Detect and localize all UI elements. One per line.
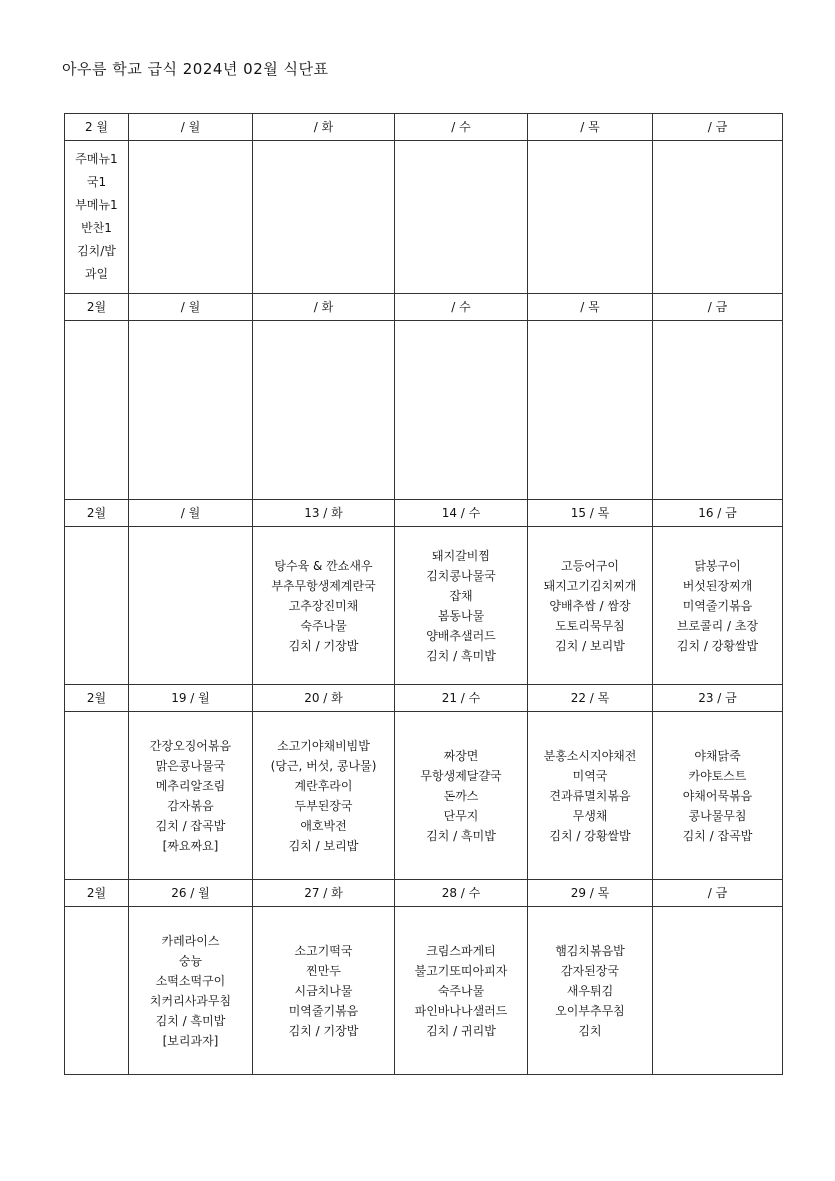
- menu-item: 김치 / 귀리밥: [426, 1023, 496, 1038]
- menu-cell: [253, 712, 395, 880]
- menu-cell: [253, 527, 395, 685]
- week-header-row: [65, 880, 783, 907]
- menu-cell: [528, 527, 653, 685]
- week-header-row: [65, 500, 783, 527]
- menu-item: 부메뉴1: [75, 198, 118, 212]
- day-header: 20 / 화: [253, 685, 395, 712]
- menu-item: 김치콩나물국: [426, 568, 496, 583]
- menu-item: 미역줄기볶음: [288, 1003, 359, 1018]
- menu-cell: [653, 527, 783, 685]
- menu-cell: [129, 321, 253, 500]
- month-label: 2월: [65, 500, 129, 527]
- day-header: 15 / 목: [528, 500, 653, 527]
- menu-item: 단무지: [443, 808, 479, 823]
- menu-item: 김치 / 흑미밥: [426, 828, 496, 843]
- day-header: 16 / 금: [653, 500, 783, 527]
- menu-item: 오이부추무침: [555, 1003, 625, 1018]
- week-menu-row: [65, 527, 783, 685]
- menu-cell: [129, 527, 253, 685]
- week-header-row: [65, 685, 783, 712]
- menu-cell: [129, 907, 253, 1075]
- menu-item: 과일: [84, 267, 109, 281]
- menu-item: 버섯된장찌개: [682, 578, 753, 593]
- week-menu-row: [65, 141, 783, 294]
- row-legend-cell: [65, 907, 129, 1075]
- menu-cell: [253, 141, 395, 294]
- menu-item: 간장오징어볶음: [149, 738, 232, 753]
- menu-item: 김치 / 기장밥: [288, 1023, 359, 1038]
- menu-cell: [653, 907, 783, 1075]
- menu-item: 김치 / 강황쌀밥: [549, 828, 631, 843]
- menu-cell: [528, 141, 653, 294]
- menu-item: 탕수육 & 깐쇼새우: [274, 558, 373, 573]
- menu-item: 양배추쌈 / 쌈장: [549, 598, 631, 613]
- menu-cell: [395, 907, 528, 1075]
- menu-item: 카레라이스: [161, 933, 220, 948]
- menu-cell: [253, 321, 395, 500]
- menu-item: 두부된장국: [294, 798, 353, 813]
- day-header: 23 / 금: [653, 685, 783, 712]
- month-label: 2 월: [65, 114, 129, 141]
- week-menu-row: [65, 712, 783, 880]
- day-header: 27 / 화: [253, 880, 395, 907]
- day-header: 14 / 수: [395, 500, 528, 527]
- menu-cell: [653, 712, 783, 880]
- month-label: 2월: [65, 685, 129, 712]
- menu-item: 소고기떡국: [294, 943, 353, 958]
- day-header: / 금: [653, 294, 783, 321]
- menu-cell: [653, 141, 783, 294]
- day-header: / 화: [253, 114, 395, 141]
- menu-item: 계란후라이: [294, 778, 353, 793]
- menu-item: 무생채: [572, 808, 608, 823]
- day-header: 21 / 수: [395, 685, 528, 712]
- menu-item: 숙주나물: [300, 618, 347, 633]
- menu-item: 돈까스: [443, 788, 479, 803]
- week-header-row: [65, 114, 783, 141]
- menu-item: 새우튀김: [566, 983, 614, 998]
- menu-item: 고등어구이: [561, 558, 619, 573]
- menu-item: 애호박전: [300, 818, 347, 833]
- menu-cell: [528, 321, 653, 500]
- menu-item: 김치/밥: [77, 244, 116, 258]
- menu-cell: [253, 907, 395, 1075]
- menu-item: 미역국: [572, 768, 608, 783]
- week-menu-row: [65, 907, 783, 1075]
- menu-item: 불고기또띠아피자: [414, 963, 508, 978]
- menu-item: 파인바나나샐러드: [414, 1003, 508, 1018]
- meal-table: [64, 113, 783, 1075]
- menu-item: 김치 / 잡곡밥: [155, 818, 226, 833]
- menu-item: 맑은콩나물국: [155, 758, 226, 773]
- day-header: / 수: [395, 114, 528, 141]
- menu-cell: [395, 321, 528, 500]
- menu-item: 감자된장국: [561, 963, 619, 978]
- menu-item: 치커리사과무침: [149, 993, 232, 1008]
- menu-item: 짜장면: [443, 748, 479, 763]
- menu-item: 야채닭죽: [694, 748, 741, 763]
- month-label: 2월: [65, 880, 129, 907]
- menu-item: [짜요짜요]: [162, 838, 219, 853]
- page-title: 아우름 학교 급식 2024년 02월 식단표: [62, 60, 329, 78]
- week-header-row: [65, 294, 783, 321]
- row-legend-cell: [65, 527, 129, 685]
- menu-item: 김치 / 보리밥: [555, 638, 625, 653]
- menu-item: 양배추샐러드: [426, 628, 496, 643]
- day-header: / 목: [528, 294, 653, 321]
- menu-item: 숭늉: [178, 953, 203, 968]
- menu-item: 돼지갈비찜: [432, 548, 490, 563]
- day-header: 22 / 목: [528, 685, 653, 712]
- day-header: 19 / 월: [129, 685, 253, 712]
- day-header: / 금: [653, 880, 783, 907]
- menu-item: [보리과자]: [162, 1033, 219, 1048]
- menu-cell: [528, 907, 653, 1075]
- menu-cell: [395, 712, 528, 880]
- day-header: / 월: [129, 294, 253, 321]
- menu-item: 야채어묵볶음: [682, 788, 753, 803]
- menu-item: 크림스파게티: [426, 943, 496, 958]
- menu-cell: [395, 141, 528, 294]
- menu-item: 콩나물무침: [688, 808, 747, 823]
- day-header: / 화: [253, 294, 395, 321]
- day-header: 28 / 수: [395, 880, 528, 907]
- menu-item: 카야토스트: [688, 768, 747, 783]
- menu-item: 김치 / 보리밥: [288, 838, 359, 853]
- day-header: / 금: [653, 114, 783, 141]
- day-header: / 월: [129, 500, 253, 527]
- month-label: 2월: [65, 294, 129, 321]
- menu-cell: [395, 527, 528, 685]
- row-legend-cell: [65, 141, 129, 294]
- day-header: / 월: [129, 114, 253, 141]
- menu-item: 메추리알조림: [155, 778, 226, 793]
- menu-item: 돼지고기김치찌개: [543, 578, 637, 593]
- menu-cell: [528, 712, 653, 880]
- menu-item: 숙주나물: [437, 983, 485, 998]
- menu-item: 김치 / 기장밥: [288, 638, 359, 653]
- day-header: 13 / 화: [253, 500, 395, 527]
- menu-item: 김치 / 강황쌀밥: [676, 638, 759, 653]
- day-header: 26 / 월: [129, 880, 253, 907]
- menu-item: 김치 / 흑미밥: [426, 648, 496, 663]
- menu-item: 브로콜리 / 초장: [676, 618, 759, 633]
- day-header: / 목: [528, 114, 653, 141]
- menu-item: 견과류멸치볶음: [549, 788, 631, 803]
- menu-item: 김치 / 잡곡밥: [682, 828, 753, 843]
- menu-item: 잡채: [449, 588, 473, 603]
- day-header: / 수: [395, 294, 528, 321]
- menu-item: (당근, 버섯, 콩나물): [270, 758, 377, 773]
- menu-item: 김치: [578, 1023, 602, 1038]
- row-legend-cell: [65, 321, 129, 500]
- menu-item: 고추장진미채: [288, 598, 359, 613]
- menu-item: 찐만두: [306, 963, 341, 978]
- menu-item: 닭봉구이: [694, 558, 741, 573]
- menu-cell: [129, 141, 253, 294]
- week-menu-row: [65, 321, 783, 500]
- menu-item: 도토리묵무침: [555, 618, 625, 633]
- menu-item: 미역줄기볶음: [682, 598, 753, 613]
- menu-item: 소떡소떡구이: [155, 973, 226, 988]
- day-header: 29 / 목: [528, 880, 653, 907]
- menu-item: 국1: [86, 175, 107, 189]
- menu-item: 반찬1: [81, 221, 112, 235]
- menu-item: 무항생제달걀국: [420, 768, 502, 783]
- menu-item: 분홍소시지야채전: [543, 748, 637, 763]
- menu-item: 소고기야채비빔밥: [277, 738, 370, 753]
- menu-item: 감자볶음: [167, 798, 214, 813]
- menu-item: 주메뉴1: [75, 152, 118, 166]
- menu-item: 김치 / 흑미밥: [155, 1013, 226, 1028]
- menu-item: 봄동나물: [437, 608, 485, 623]
- menu-item: 시금치나물: [294, 983, 353, 998]
- menu-item: 부추무항생제계란국: [271, 578, 376, 593]
- menu-cell: [129, 712, 253, 880]
- row-legend-cell: [65, 712, 129, 880]
- menu-item: 햄김치볶음밥: [555, 943, 625, 958]
- menu-cell: [653, 321, 783, 500]
